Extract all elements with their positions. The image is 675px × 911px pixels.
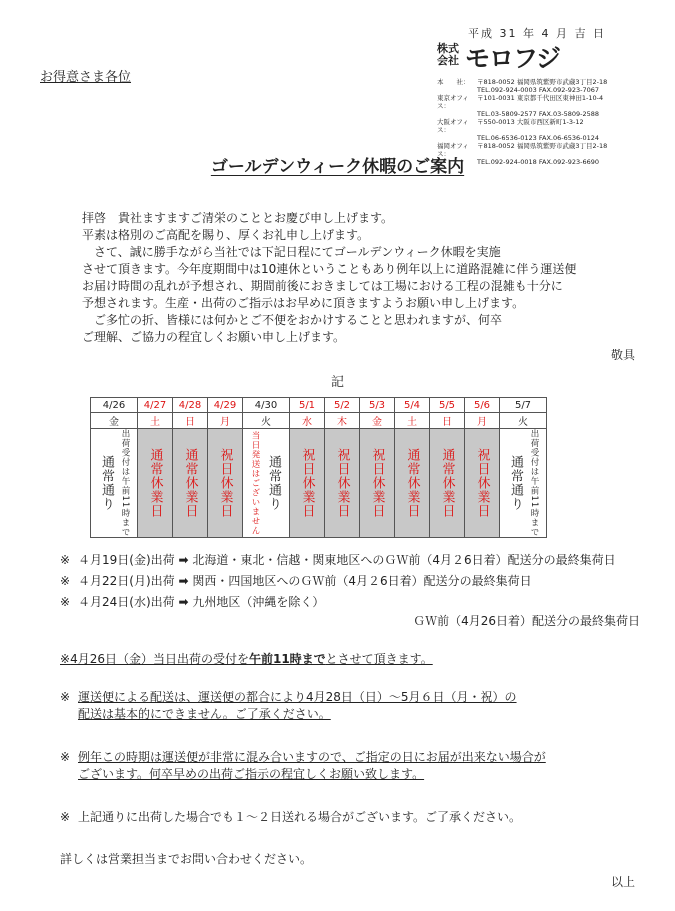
note-mark: ※	[60, 810, 71, 824]
recipient: お得意さま各位	[40, 70, 132, 85]
body-line: させて頂きます。今年度期間中は10連休ということもあり例年以上に道路混雑に伴う運送便	[82, 262, 577, 276]
note-6	[60, 749, 640, 783]
company-type-text: 株式会社	[437, 42, 459, 67]
note-text: とさせて頂きます。	[325, 652, 433, 666]
office-label: 東京オフィス：	[437, 94, 469, 110]
body-line: ご理解、ご協力の程宜しくお願い申し上げます。	[82, 330, 346, 344]
note-text: ございます。何卒早めの出荷ご指示の程宜しくお願い致します。	[78, 767, 425, 781]
calendar-status-cell	[173, 429, 208, 538]
closing-igai: 以上	[610, 875, 635, 889]
office-line: TEL.06-6536-0123 FAX.06-6536-0124	[477, 134, 600, 142]
office-line: 〒818-0052 福岡県筑紫野市武蔵3丁目2-18	[477, 142, 608, 150]
body-line: 平素は格別のご高配を賜り、厚くお礼申し上げます。	[82, 228, 370, 242]
calendar-date: 4/30	[243, 398, 290, 413]
calendar-note: 出荷受付は午前11時まで	[120, 429, 130, 537]
calendar-weekday: 日	[430, 413, 465, 429]
body-line: ご多忙の折、皆様には何かとご不便をおかけすることと思われますが、何卒	[82, 313, 503, 327]
note-5	[60, 689, 640, 723]
calendar-status: 通常休業日	[147, 447, 163, 518]
arrow-icon: ➡	[178, 574, 189, 588]
office-line: TEL.092-924-0003 FAX.092-923-7067	[477, 86, 600, 94]
note-mark: ※	[60, 574, 71, 588]
calendar-weekday: 火	[243, 413, 290, 429]
note-text: 九州地区（沖縄を除く）	[192, 595, 325, 609]
note-text: 例年この時期は運送便が非常に混み合いますので、ご指定の日にお届が出来ない場合が	[78, 750, 546, 764]
calendar-status: 通常通り	[508, 454, 523, 511]
calendar-weekday: 木	[325, 413, 360, 429]
calendar-status: 通常通り	[99, 454, 114, 511]
contact-line: 詳しくは営業担当までお問い合わせください。	[60, 852, 313, 866]
calendar-weekday: 月	[208, 413, 243, 429]
calendar-status-cell	[208, 429, 243, 538]
note-mark: ※	[60, 750, 71, 764]
calendar-note: 出荷受付は午前11時まで	[529, 429, 539, 537]
note-mark: ※	[60, 595, 71, 609]
calendar-date: 5/1	[290, 398, 325, 413]
body-line: 予想されます。生産・出荷のご指示はお早めに頂きますようお願い申し上げます。	[82, 296, 525, 310]
note-3-continued	[60, 613, 640, 630]
calendar-status: 祝日休業日	[334, 447, 350, 518]
office-line: TEL.092-924-0018 FAX.092-923-6690	[477, 158, 600, 166]
office-label: 大阪オフィス：	[437, 118, 469, 134]
note-text: 配送は基本的にできません。ご了承ください。	[78, 707, 331, 721]
calendar-date: 4/28	[173, 398, 208, 413]
calendar-date: 4/27	[138, 398, 173, 413]
note-4	[60, 651, 640, 668]
calendar-date: 5/7	[500, 398, 547, 413]
calendar-status-cell	[290, 429, 325, 538]
note-date: ４月22日(月)出荷	[78, 574, 175, 588]
calendar-weekday: 土	[395, 413, 430, 429]
title-text: ゴールデンウィーク休暇のご案内	[210, 157, 465, 177]
holiday-calendar	[90, 397, 547, 538]
note-mark: ※	[60, 690, 71, 704]
calendar-status: 通常休業日	[404, 447, 420, 518]
calendar-status-cell	[325, 429, 360, 538]
calendar-status-cell	[395, 429, 430, 538]
calendar-status: 通常通り	[266, 454, 281, 511]
calendar-weekday: 水	[290, 413, 325, 429]
calendar-weekday: 金	[91, 413, 138, 429]
page-title	[0, 152, 675, 177]
calendar-date: 5/5	[430, 398, 465, 413]
calendar-weekday: 金	[360, 413, 395, 429]
calendar-date: 4/29	[208, 398, 243, 413]
note-mark: ※	[60, 553, 71, 567]
calendar-date: 4/26	[91, 398, 138, 413]
calendar-status: 通常休業日	[182, 447, 198, 518]
note-mark: ※	[60, 652, 71, 666]
calendar-status-cell	[465, 429, 500, 538]
body-line: 拝啓 貴社ますますご清栄のこととお慶び申し上げます。	[82, 211, 394, 225]
note-text: 北海道・東北・信越・関東地区へのＧＷ前（4月２6日着）配送分の最終集荷日	[192, 553, 616, 567]
calendar-status: 祝日休業日	[217, 447, 233, 518]
note-text: 上記通りに出荷した場合でも１～２日送れる場合がございます。ご了承ください。	[78, 810, 522, 824]
letter-body	[82, 210, 642, 346]
note-text: ＧＷ前（4月26日着）配送分の最終集荷日	[413, 614, 640, 628]
calendar-date: 5/6	[465, 398, 500, 413]
arrow-icon: ➡	[178, 553, 189, 567]
calendar-status-cell	[243, 429, 290, 538]
office-line: 〒550-0013 大阪市西区新町1-3-12	[477, 118, 584, 126]
calendar-status-cell	[500, 429, 547, 538]
calendar-status: 祝日休業日	[369, 447, 385, 518]
calendar-weekday: 月	[465, 413, 500, 429]
calendar-status: 通常休業日	[439, 447, 455, 518]
note-2	[60, 573, 640, 590]
company-logo-text: モロフジ	[465, 44, 561, 73]
arrow-icon: ➡	[178, 595, 189, 609]
calendar-weekday: 日	[173, 413, 208, 429]
calendar-status-cell	[138, 429, 173, 538]
office-label: 福岡オフィス：	[437, 142, 469, 158]
calendar-date: 5/2	[325, 398, 360, 413]
body-line: お届け時間の乱れが予想され、期間前後におきましては工場における工程の混雑も十分に	[82, 279, 563, 293]
calendar-status-cell	[430, 429, 465, 538]
office-label: 本 社：	[437, 78, 470, 86]
calendar-weekday: 火	[500, 413, 547, 429]
calendar-status-cell	[360, 429, 395, 538]
calendar-status: 祝日休業日	[474, 447, 490, 518]
calendar-weekday: 土	[138, 413, 173, 429]
office-line: TEL.03-5809-2577 FAX.03-5809-2588	[477, 110, 600, 118]
body-line: さて、誠に勝手ながら当社では下記日程にてゴールデンウィーク休暇を実施	[82, 245, 501, 259]
note-text: 4月26日（金）当日出荷の受付を	[70, 652, 249, 666]
office-line: 〒101-0031 東京都千代田区東神田1-10-4	[477, 94, 604, 102]
note-text: 運送便による配送は、運送便の都合により4月28日（日）～5月６日（月・祝）の	[78, 690, 517, 704]
issue-date: 平成 31 年 4 月 吉 日	[468, 27, 606, 40]
calendar-note: 当日発送はございません	[250, 430, 260, 536]
calendar-status-cell	[91, 429, 138, 538]
note-1	[60, 552, 640, 569]
note-text: 関西・四国地区へのＧＷ前（4月２6日着）配送分の最終集荷日	[192, 574, 532, 588]
calendar-date: 5/3	[360, 398, 395, 413]
note-date: ４月24日(水)出荷	[78, 595, 175, 609]
company-logo	[437, 42, 637, 73]
calendar-status: 祝日休業日	[299, 447, 315, 518]
note-emphasis: 午前11時まで	[248, 652, 326, 666]
note-3	[60, 594, 640, 611]
note-7	[60, 809, 640, 826]
office-line: 〒818-0052 福岡県筑紫野市武蔵3丁目2-18	[477, 78, 608, 86]
calendar-date: 5/4	[395, 398, 430, 413]
note-date: ４月19日(金)出荷	[78, 553, 175, 567]
ki-heading: 記	[330, 375, 344, 390]
closing-keigu: 敬具	[610, 348, 635, 362]
